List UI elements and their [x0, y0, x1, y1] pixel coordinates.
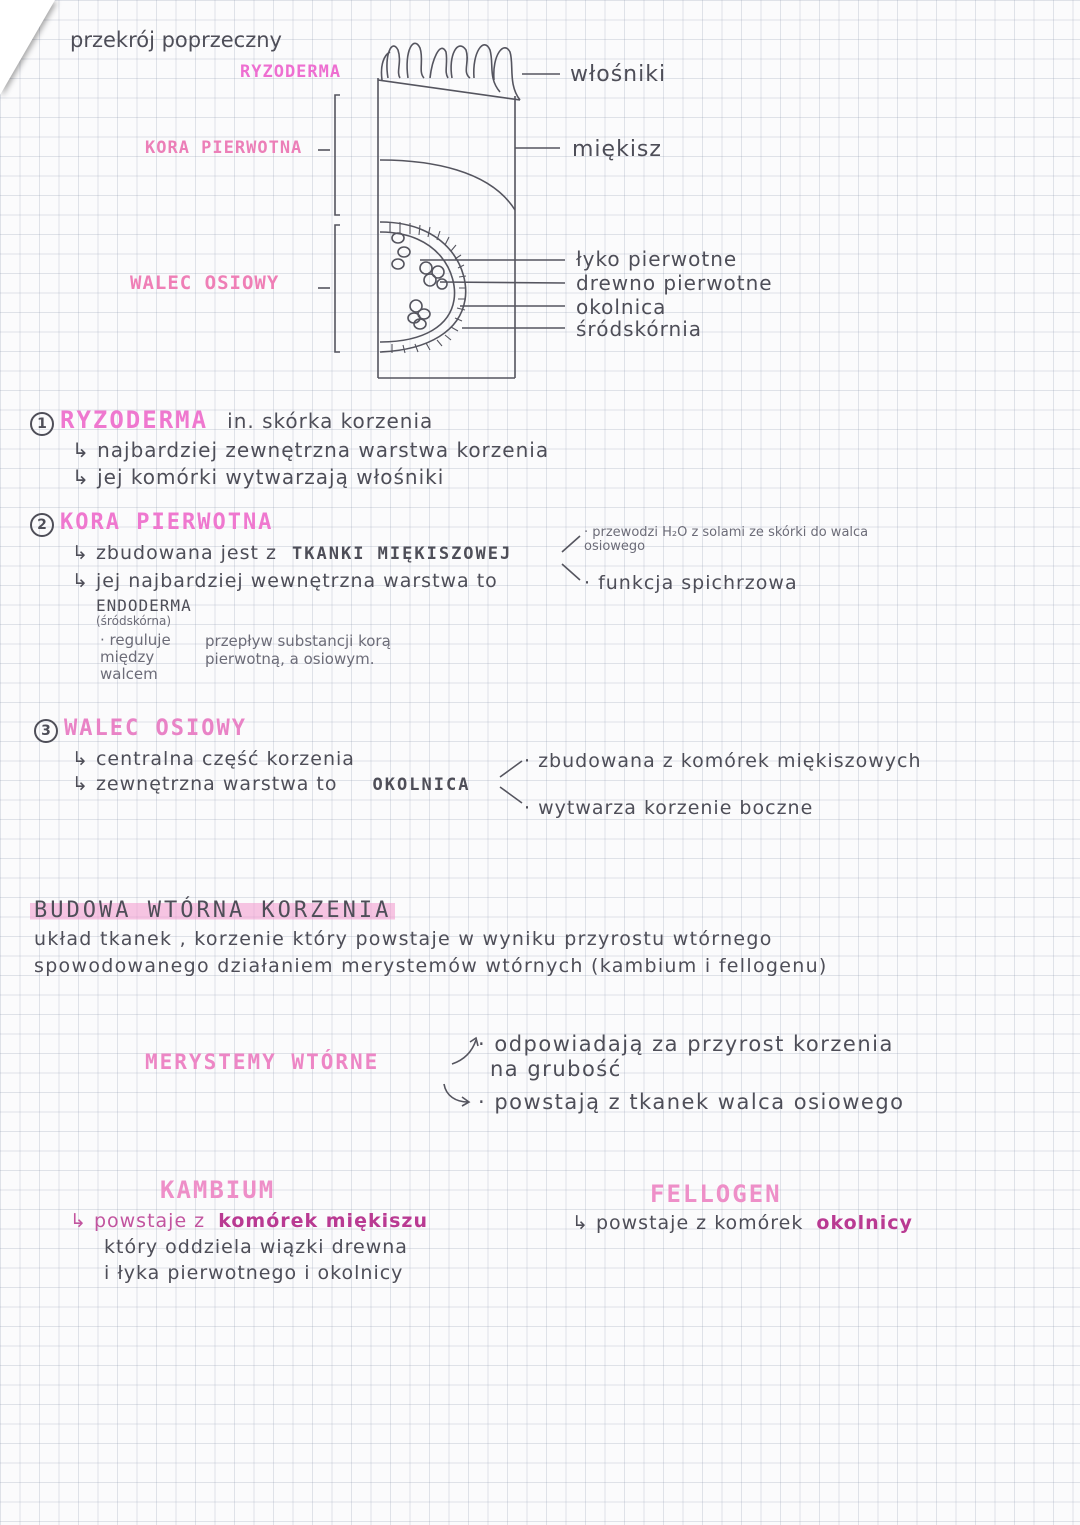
section-title: KORA PIERWOTNA [60, 510, 274, 535]
kambium-line-3: i łyka pierwotnego i okolnicy [104, 1262, 404, 1284]
section-2-note-left: · reguluje między walcem [100, 631, 171, 683]
section-3-line-1: ↳ centralna część korzenia [72, 748, 355, 770]
section-2-line-1 [72, 542, 512, 564]
line-text: ↳ powstaje z [70, 1210, 206, 1232]
line-text: ↳ zewnętrzna warstwa to [72, 773, 338, 795]
kambium-title: KAMBIUM [160, 1176, 276, 1204]
section-subtitle: in. skórka korzenia [227, 409, 434, 433]
line-text: ↳ zbudowana jest z [72, 542, 277, 564]
merystemy-branch-1b: na grubość [490, 1057, 622, 1081]
section-3-branch-2: · wytwarza korzenie boczne [524, 797, 814, 819]
section-3-line-2 [72, 773, 470, 795]
merystemy-wtorne-term: MERYSTEMY WTÓRNE [145, 1050, 380, 1074]
merystemy-branch-2: · powstają z tkanek walca osiowego [478, 1090, 905, 1114]
section-2-heading [30, 510, 273, 537]
section-2-line-2: ↳ jej najbardziej wewnętrzna warstwa to [72, 570, 498, 592]
section-title: RYZODERMA [60, 406, 209, 434]
highlight-term: okolnicy [816, 1212, 913, 1234]
budowa-wtorna-line-1: układ tkanek , korzenie który powstaje w wyniku przyrostu wtórnego [34, 928, 773, 950]
label-srodskornia: śródskórnia [576, 317, 703, 341]
kambium-line-2: który oddziela wiązki drewna [104, 1236, 408, 1258]
kambium-line-1 [70, 1210, 428, 1232]
section-1-line-2: ↳ jej komórki wytwarzają włośniki [72, 465, 445, 489]
endoderma-note: (śródskórna) [96, 614, 172, 628]
section-3-branch-1: · zbudowana z komórek miękiszowych [524, 750, 922, 772]
root-cross-section-diagram [0, 0, 1080, 400]
budowa-wtorna-line-2: spowodowanego działaniem merystemów wtórnych (kambium i fellogenu) [34, 955, 828, 977]
label-wlosniki: włośniki [570, 62, 667, 87]
okolnica-term: OKOLNICA [372, 775, 471, 795]
budowa-wtorna-heading: BUDOWA WTÓRNA KORZENIA [30, 898, 395, 923]
label-okolnica: okolnica [576, 295, 667, 319]
endoderma-term: ENDODERMA [96, 596, 192, 615]
section-2-branch-2: · funkcja spichrzowa [584, 572, 798, 594]
merystemy-branch-1a: · odpowiadają za przyrost korzenia [478, 1032, 894, 1056]
section-title: WALEC OSIOWY [64, 716, 247, 741]
label-drewno-pierwotne: drewno pierwotne [576, 271, 773, 295]
section-2-note-right: przepływ substancji korą pierwotną, a osiowym. [205, 632, 391, 668]
section-3-heading [34, 716, 247, 743]
tissue-term: TKANKI MIĘKISZOWEJ [292, 544, 513, 564]
label-ryzoderma: RYZODERMA [240, 62, 342, 82]
section-2-branch-1: · przewodzi H₂O z solami ze skórki do walca osiowego [584, 525, 869, 554]
fellogen-line-1 [572, 1212, 913, 1234]
section-1-line-1: ↳ najbardziej zewnętrzna warstwa korzenia [72, 438, 550, 462]
section-number: 1 [30, 412, 54, 436]
label-lyko-pierwotne: łyko pierwotne [576, 247, 738, 271]
section-number: 3 [34, 719, 58, 743]
section-1-heading [30, 406, 433, 436]
diagram-title: przekrój poprzeczny [70, 28, 282, 52]
highlight-term: komórek miękiszu [218, 1210, 428, 1232]
label-miekisz: miękisz [572, 137, 662, 162]
line-text: ↳ powstaje z komórek [572, 1212, 804, 1234]
section-number: 2 [30, 513, 54, 537]
label-walec-osiowy: WALEC OSIOWY [130, 272, 280, 294]
fellogen-title: FELLOGEN [650, 1180, 782, 1208]
label-kora-pierwotna: KORA PIERWOTNA [145, 138, 303, 158]
